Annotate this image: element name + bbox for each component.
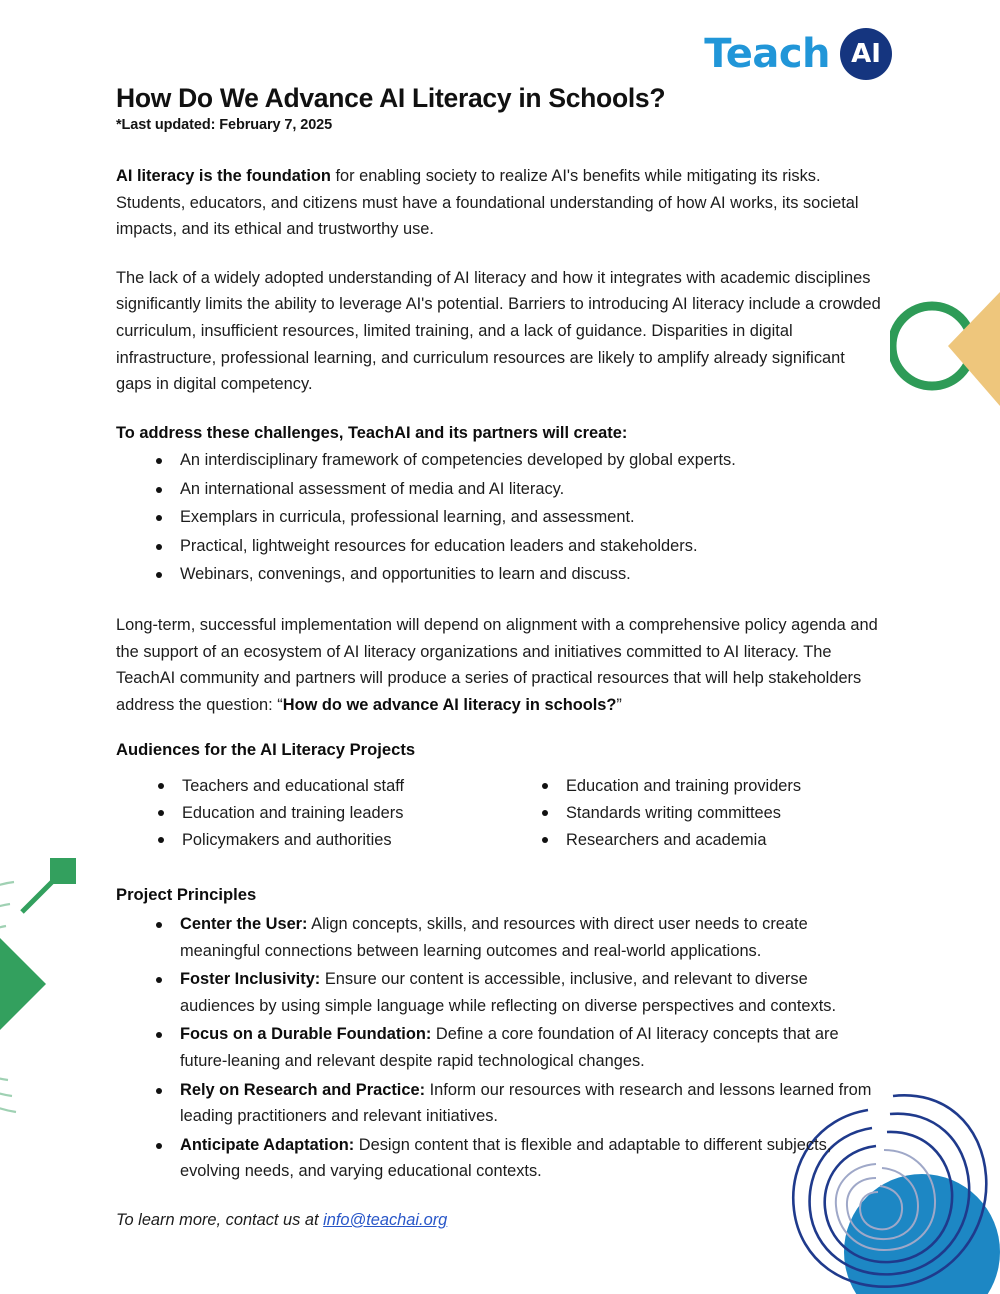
principles-list	[116, 911, 884, 1185]
longterm-paragraph	[116, 612, 884, 718]
decoration-green-diamond	[0, 846, 94, 1176]
longterm-bold-question: How do we advance AI literacy in schools?	[282, 695, 617, 714]
longterm-text-before: Long-term, successful implementation will depend on alignment with a comprehensive policy agenda and the support of an ecosystem of AI literacy organizations and initiatives committed to AI literacy. The TeachAI community and partners will produce a series of practical resources that will help stakeholders address the question: “	[116, 615, 878, 714]
list-item: Practical, lightweight resources for education leaders and stakeholders.	[152, 534, 884, 560]
list-item: Webinars, convenings, and opportunities to learn and discuss.	[152, 562, 884, 588]
principle-text: Define a core foundation of AI literacy concepts that are future-leaning and relevant despite rapid technological changes.	[180, 1025, 839, 1070]
create-heading: To address these challenges, TeachAI and its partners will create:	[116, 423, 628, 442]
principle-name: Rely on Research and Practice:	[180, 1080, 426, 1099]
list-item: An international assessment of media and AI literacy.	[152, 477, 884, 503]
list-item: Standards writing committees	[540, 801, 884, 826]
principle-name: Center the User:	[180, 915, 308, 934]
list-item	[152, 966, 884, 1019]
contact-email-link[interactable]: info@teachai.org	[323, 1210, 448, 1229]
principle-text: Ensure our content is accessible, inclusive, and relevant to diverse audiences by using simple language while reflecting on diverse perspectives and contexts.	[180, 970, 837, 1015]
green-diamond-icon	[0, 872, 46, 1096]
last-updated-text: *Last updated: February 7, 2025	[116, 117, 333, 134]
green-ring-icon	[892, 306, 972, 386]
logo-wordmark: Teach	[704, 31, 830, 77]
principle-name: Anticipate Adaptation:	[180, 1135, 355, 1154]
list-item: Policymakers and authorities	[156, 828, 500, 853]
create-list	[116, 448, 884, 588]
logo-ai-badge	[840, 28, 892, 80]
principle-name: Focus on a Durable Foundation:	[180, 1025, 432, 1044]
audiences-left-column	[116, 774, 500, 855]
faint-green-spiral-icon	[0, 882, 16, 1112]
audiences-columns	[116, 774, 884, 855]
longterm-text-after: ”	[616, 695, 622, 714]
document-body	[116, 82, 884, 1230]
principle-text: Inform our resources with research and lessons learned from leading practitioners and relevant initiatives.	[180, 1080, 872, 1126]
contact-prefix: To learn more, contact us at	[116, 1210, 324, 1229]
intro-rest: for enabling society to realize AI's benefits while mitigating its risks. Students, educators, and citizens must have a foundational understanding of how AI works, its societal impacts, and its ethical and trustworthy use.	[116, 167, 859, 239]
tan-triangle-icon	[948, 292, 1000, 406]
list-item	[152, 1132, 884, 1185]
intro-paragraph	[116, 163, 884, 243]
list-item: Education and training leaders	[156, 801, 500, 826]
principle-text: Design content that is flexible and adaptable to different subjects, evolving needs, and varying educational contexts.	[180, 1135, 832, 1181]
audiences-right-column	[500, 774, 884, 855]
logo-ai-badge-text: AI	[851, 39, 881, 69]
green-square-icon	[50, 858, 76, 884]
list-item	[152, 911, 884, 964]
principle-text: Align concepts, skills, and resources with direct user needs to create meaningful connections between learning outcomes and real-world applications.	[180, 915, 808, 960]
decoration-ring-triangle	[890, 278, 1000, 418]
challenge-paragraph: The lack of a widely adopted understanding of AI literacy and how it integrates with academic disciplines significantly limits the ability to leverage AI's potential. Barriers to introducing AI literacy include a crowded curriculum, insufficient resources, limited training, and a lack of guidance. Disparities in digital infrastructure, professional learning, and curriculum resources are likely to amplify already significant gaps in digital competency.	[116, 268, 881, 394]
list-item: Education and training providers	[540, 774, 884, 799]
intro-bold-lead: AI literacy is the foundation	[116, 167, 331, 186]
contact-line	[116, 1211, 884, 1230]
list-item	[152, 1021, 884, 1074]
principles-heading: Project Principles	[116, 885, 257, 905]
page-title: How Do We Advance AI Literacy in Schools?	[116, 83, 666, 113]
list-item	[152, 1077, 884, 1130]
list-item: Exemplars in curricula, professional learning, and assessment.	[152, 505, 884, 531]
list-item: Researchers and academia	[540, 828, 884, 853]
list-item: An interdisciplinary framework of competencies developed by global experts.	[152, 448, 884, 474]
audiences-heading: Audiences for the AI Literacy Projects	[116, 740, 416, 760]
principle-name: Foster Inclusivity:	[180, 970, 321, 989]
teachai-logo	[704, 28, 892, 80]
list-item: Teachers and educational staff	[156, 774, 500, 799]
